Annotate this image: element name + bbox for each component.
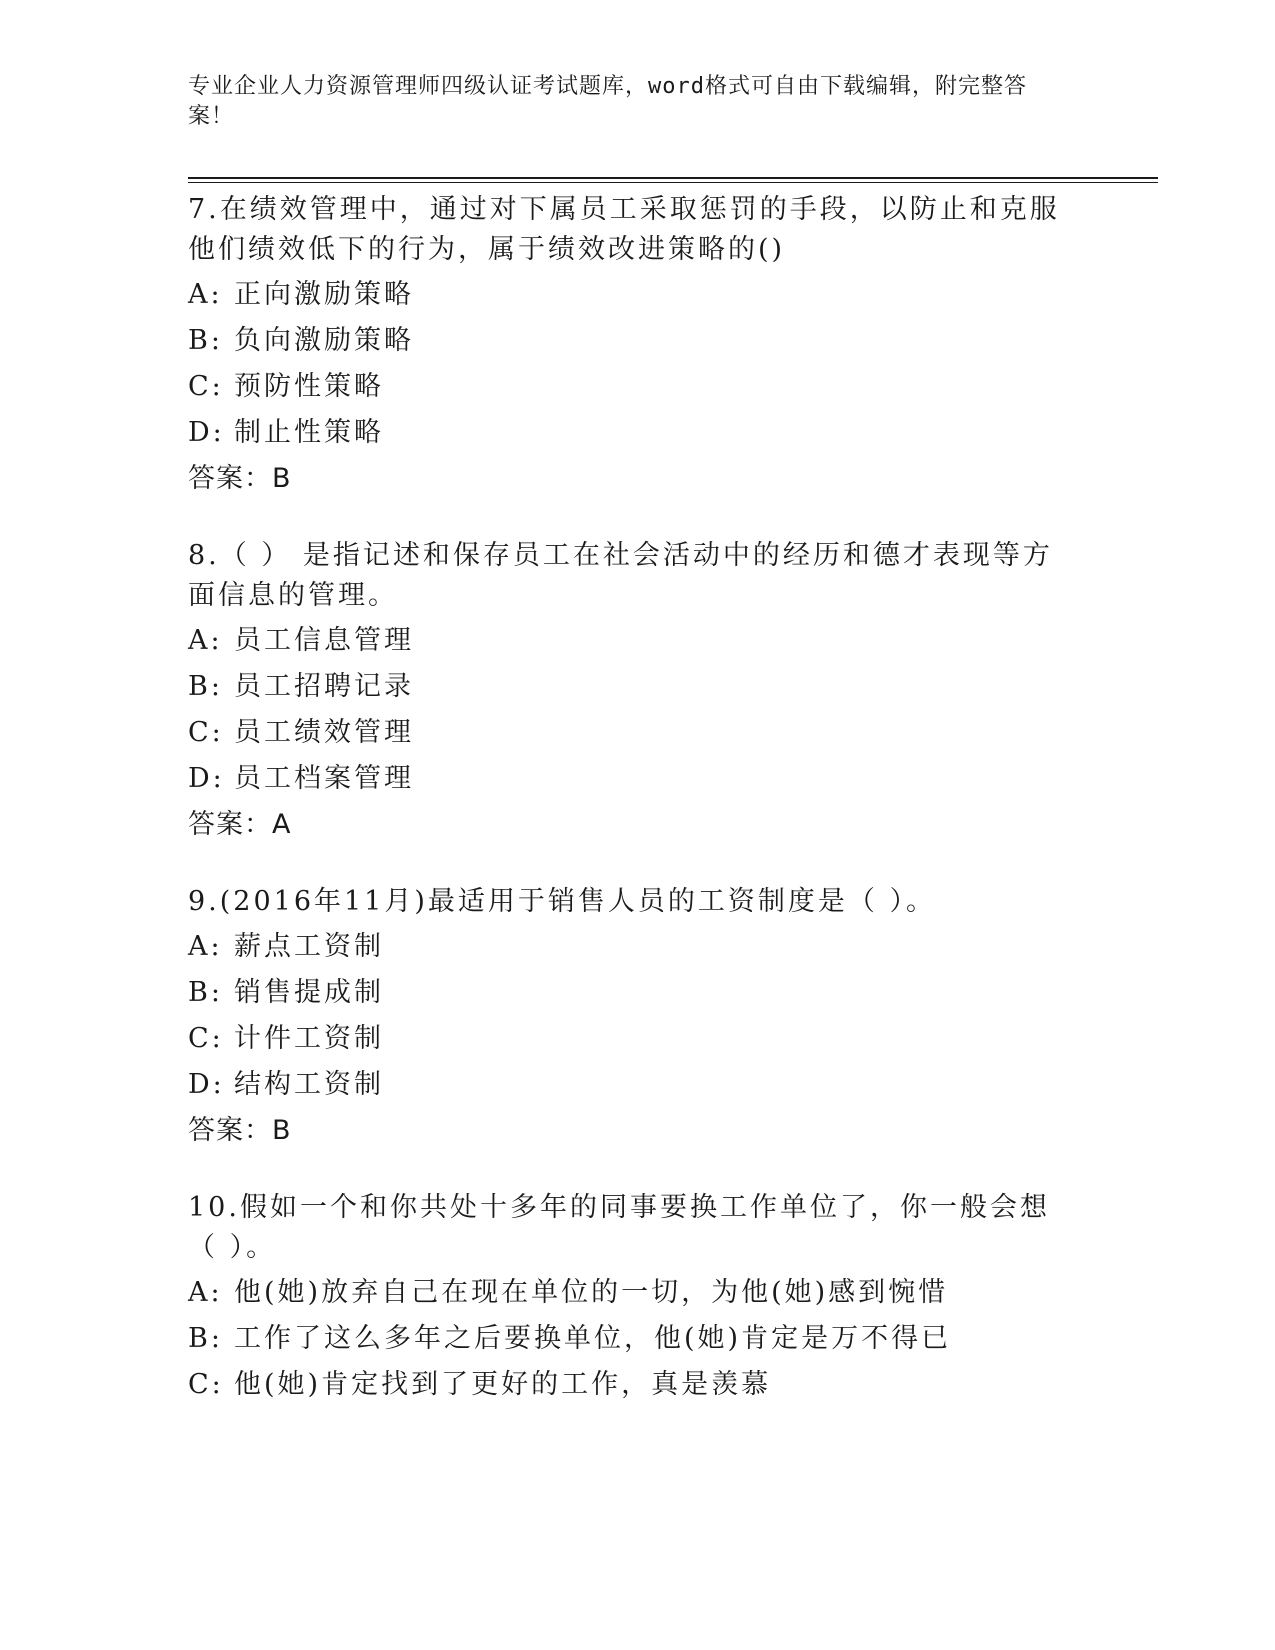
question-stem: 9.(2016年11月)最适用于销售人员的工资制度是（ ）。 (188, 886, 936, 917)
answer-line: 答案：B (188, 1115, 292, 1146)
option-letter: A: (188, 931, 223, 962)
option-d (188, 413, 1068, 459)
option-text: 员工信息管理 (234, 625, 414, 656)
option-text: 他(她)肯定找到了更好的工作，真是羡慕 (234, 1369, 772, 1400)
option-d (188, 759, 1068, 805)
question-8 (188, 536, 1068, 845)
option-c (188, 1365, 1068, 1411)
option-text: 销售提成制 (234, 977, 384, 1008)
option-b (188, 1319, 1068, 1365)
question-7 (188, 190, 1068, 499)
option-letter: C: (188, 371, 224, 402)
option-text: 薪点工资制 (234, 931, 384, 962)
option-text: 正向激励策略 (234, 279, 414, 310)
option-a (188, 1273, 1068, 1319)
option-text: 负向激励策略 (234, 325, 414, 356)
option-letter: C: (188, 1023, 224, 1054)
option-b (188, 667, 1068, 713)
option-text: 员工招聘记录 (234, 671, 414, 702)
option-d (188, 1065, 1068, 1111)
option-a (188, 927, 1068, 973)
option-letter: B: (188, 671, 223, 702)
option-c (188, 367, 1068, 413)
option-a (188, 275, 1068, 321)
option-text: 计件工资制 (234, 1023, 384, 1054)
option-letter: C: (188, 1369, 224, 1400)
answer-line: 答案：B (188, 463, 292, 494)
option-letter: A: (188, 279, 223, 310)
option-letter: B: (188, 325, 223, 356)
question-list (188, 190, 1068, 1448)
option-b (188, 973, 1068, 1019)
question-stem: 8.（ ） 是指记述和保存员工在社会活动中的经历和德才表现等方面信息的管理。 (188, 540, 1053, 611)
option-c (188, 1019, 1068, 1065)
document-intro: 专业企业人力资源管理师四级认证考试题库，word格式可自由下载编辑，附完整答案！ (188, 74, 1027, 129)
option-text: 他(她)放弃自己在现在单位的一切，为他(她)感到惋惜 (234, 1277, 949, 1308)
question-stem: 10.假如一个和你共处十多年的同事要换工作单位了，你一般会想（ ）。 (188, 1192, 1050, 1263)
option-text: 结构工资制 (234, 1069, 384, 1100)
option-letter: C: (188, 717, 224, 748)
option-letter: D: (188, 763, 225, 794)
option-b (188, 321, 1068, 367)
header-divider-thin (188, 182, 1158, 183)
option-letter: A: (188, 625, 223, 656)
answer-line: 答案：A (188, 809, 292, 840)
option-text: 制止性策略 (234, 417, 384, 448)
question-9 (188, 882, 1068, 1151)
option-letter: B: (188, 1323, 223, 1354)
option-text: 员工档案管理 (234, 763, 414, 794)
question-stem: 7.在绩效管理中，通过对下属员工采取惩罚的手段，以防止和克服他们绩效低下的行为，属于绩效改进策略的() (188, 194, 1060, 265)
option-letter: B: (188, 977, 223, 1008)
header-divider-thick (188, 177, 1158, 179)
question-10 (188, 1188, 1068, 1411)
option-letter: D: (188, 1069, 225, 1100)
option-text: 员工绩效管理 (234, 717, 414, 748)
option-c (188, 713, 1068, 759)
option-letter: D: (188, 417, 225, 448)
option-text: 工作了这么多年之后要换单位，他(她)肯定是万不得已 (234, 1323, 952, 1354)
option-text: 预防性策略 (234, 371, 384, 402)
option-letter: A: (188, 1277, 223, 1308)
option-a (188, 621, 1068, 667)
